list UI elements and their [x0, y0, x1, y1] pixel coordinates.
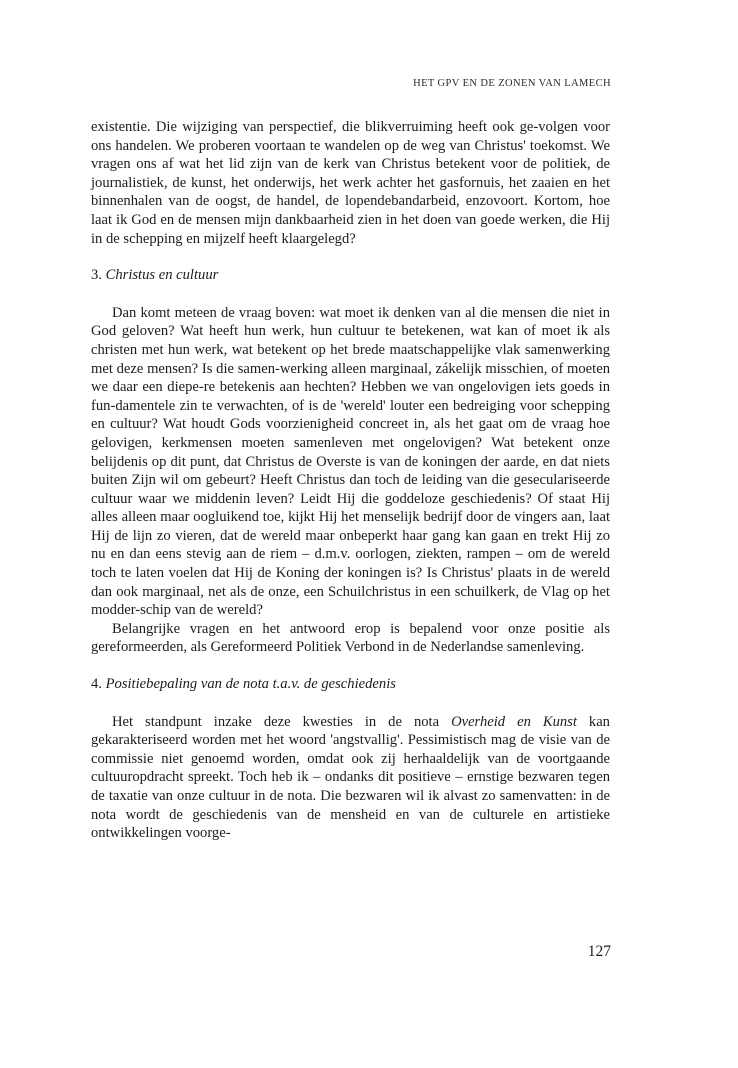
- section-3-number: 3.: [91, 267, 102, 284]
- spacer: [91, 248, 610, 266]
- section-4-title: Positiebepaling van de nota t.a.v. de geschiedenis: [105, 676, 396, 693]
- spacer: [91, 657, 610, 675]
- body-text: [91, 118, 610, 843]
- paragraph-christus-en-cultuur-2: Belangrijke vragen en het antwoord erop is bepalend voor onze positie als gereformeerden, als Gereformeerd Politiek Verbond in de Nederlandse samenleving.: [91, 620, 610, 656]
- paragraph-text: Het standpunt inzake deze kwesties in de nota: [112, 713, 452, 730]
- section-4-number: 4.: [91, 676, 102, 693]
- section-3-heading: [91, 266, 610, 285]
- paragraph-positiebepaling: [91, 713, 610, 843]
- paragraph-text: kan gekarakteriseerd worden met het woord 'angstvallig'. Pessimistisch mag de visie van de commissie niet genoemd worden, omdat ook zij herhaaldelijk van de voortgaande cultuuropdracht spreekt. Toch heb ik – ondanks dit positieve – ernstige bezwaren tegen de taxatie van onze cultuur in de nota. Die bezwaren wil ik alvast zo samenvatten: in de nota wordt de geschiedenis van de mensheid en van de culturele en artistieke ontwikkelingen voorge-: [91, 713, 610, 842]
- section-4-heading: [91, 675, 610, 694]
- section-3-title: Christus en cultuur: [105, 267, 219, 284]
- spacer: [91, 285, 610, 304]
- nota-title: Overheid en Kunst: [451, 713, 577, 730]
- page-number: 127: [587, 943, 611, 960]
- spacer: [91, 694, 610, 713]
- running-head: HET GPV EN DE ZONEN VAN LAMECH: [413, 78, 611, 89]
- paragraph-existentie: existentie. Die wijziging van perspectief, die blikverruiming heeft ook ge-volgen voor ons handelen. We proberen voortaan te wandelen op de weg van Christus' toekomst. We vragen ons af wat het lid zijn van de kerk van Christus betekent voor de politiek, de journalistiek, de kunst, het onderwijs, het werk achter het gasfornuis, het zaaien en het binnenhalen van de oogst, de handel, de lopendebandarbeid, enzovoort. Kortom, hoe laat ik God en de mensen mijn dankbaarheid zien in het doen van goede werken, die Hij in de schepping en mijzelf heeft klaargelegd?: [91, 119, 610, 247]
- paragraph-christus-en-cultuur-1: Dan komt meteen de vraag boven: wat moet ik denken van al die mensen die niet in God geloven? Wat heeft hun werk, hun cultuur te betekenen, wat kan of moet ik als christen met hun werk, wat betekent op het brede maatschappelijke vlak samenwerking met deze mensen? Is die samen-werking alleen marginaal, zákelijk misschien, of moeten we daar een diepe-re betekenis aan hechten? Hebben we van ongelovigen iets goeds in fun-damentele zin te verwachten, of is de 'wereld' louter een bedreiging voor schepping en cultuur? Wat houdt Gods voorzienigheid concreet in, als het gaat om de vraag hoe gelovigen, kerkmensen moeten samenleven met ongelovigen? Wat betekent onze belijdenis op dit punt, dat Christus de Overste is van de koningen der aarde, en dat niets buiten Zijn wil om gebeurt? Heeft Christus dan toch de leiding van die geseculariseerde cultuur waar we middenin leven? Leidt Hij die goddeloze geschiedenis? Of staat Hij alles alleen maar oogluikend toe, kijkt Hij het menselijk bedrijf door de vingers aan, laat Hij de lijn zo vieren, dat de wereld maar onbeperkt haar gang kan gaan en trekt Hij zo nu en dan eens stevig aan de riem – d.m.v. oorlogen, ziekten, rampen – om de wereld toch te laten voelen dat Hij de Koning der koningen is? Is Christus' plaats in de wereld dan ook marginaal, net als de onze, een Schuilchristus in een schuilkerk, de Vlag op het modder-schip van de wereld?: [91, 304, 610, 619]
